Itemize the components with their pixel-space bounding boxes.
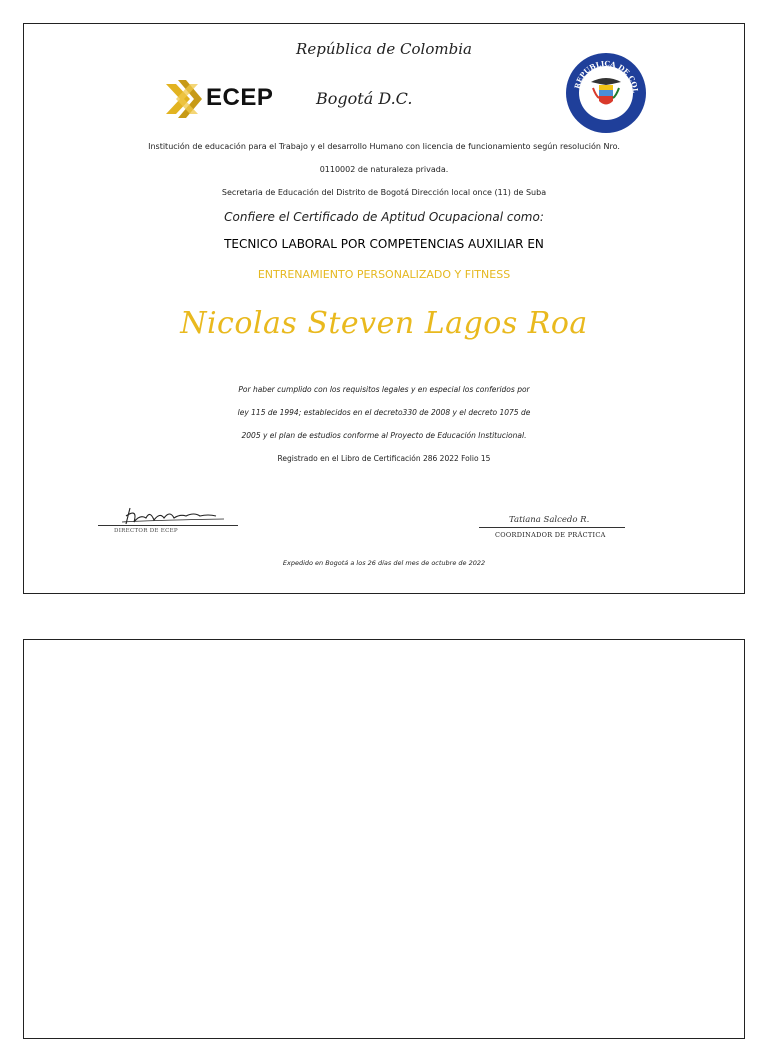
republic-title: República de Colombia — [296, 40, 472, 58]
seal-text-bottom: LIBERTAD Y ORD — [585, 97, 633, 120]
issued-date-text: Expedido en Bogotá a los 26 días del mes de octubre de 2022 — [282, 559, 486, 567]
director-label: DIRECTOR DE ECEP — [114, 528, 178, 534]
blank-page — [23, 639, 745, 1039]
coat-of-arms-icon — [565, 52, 647, 134]
registry-text: Registrado en el Libro de Certificación 286 2022 Folio 15 — [277, 454, 491, 463]
certificate-title: TECNICO LABORAL POR COMPETENCIAS AUXILIAR EN — [224, 237, 544, 251]
confers-text: Confiere el Certificado de Aptitud Ocupacional como: — [224, 210, 544, 224]
certificate-page — [23, 23, 745, 594]
certificate-specialty: ENTRENAMIENTO PERSONALIZADO Y FITNESS — [257, 268, 511, 281]
legal-paragraph-line-2: ley 115 de 1994; establecidos en el decreto330 de 2008 y el decreto 1075 de — [237, 408, 531, 417]
ecep-chevron-icon — [164, 76, 208, 122]
recipient-name: Nicolas Steven Lagos Roa — [180, 306, 588, 341]
institution-line-1: Institución de educación para el Trabajo y el desarrollo Humano con licencia de funcionamiento según resolución Nro. — [148, 142, 620, 151]
city-title: Bogotá D.C. — [316, 89, 413, 108]
coordinator-label: COORDINADOR DE PRÁCTICA — [495, 531, 606, 539]
colombia-seal — [565, 52, 647, 134]
institution-line-3: Secretaria de Educación del Distrito de Bogotá Dirección local once (11) de Suba — [221, 188, 547, 197]
legal-paragraph-line-1: Por haber cumplido con los requisitos legales y en especial los conferidos por — [238, 385, 530, 394]
ecep-logo — [164, 76, 284, 122]
director-signature-block — [98, 504, 240, 540]
coordinator-signature: Tatiana Salcedo R. — [509, 515, 590, 525]
coordinator-signature-line — [479, 527, 625, 528]
director-signature-line — [98, 525, 238, 526]
legal-paragraph-line-3: 2005 y el plan de estudios conforme al Proyecto de Educación Institucional. — [241, 431, 527, 440]
logo-text: ECEP — [206, 84, 274, 111]
seal-text-top: REPUBLICA DE COL — [572, 58, 641, 94]
institution-line-2: 0110002 de naturaleza privada. — [319, 165, 449, 174]
coordinator-signature-block — [479, 510, 625, 540]
